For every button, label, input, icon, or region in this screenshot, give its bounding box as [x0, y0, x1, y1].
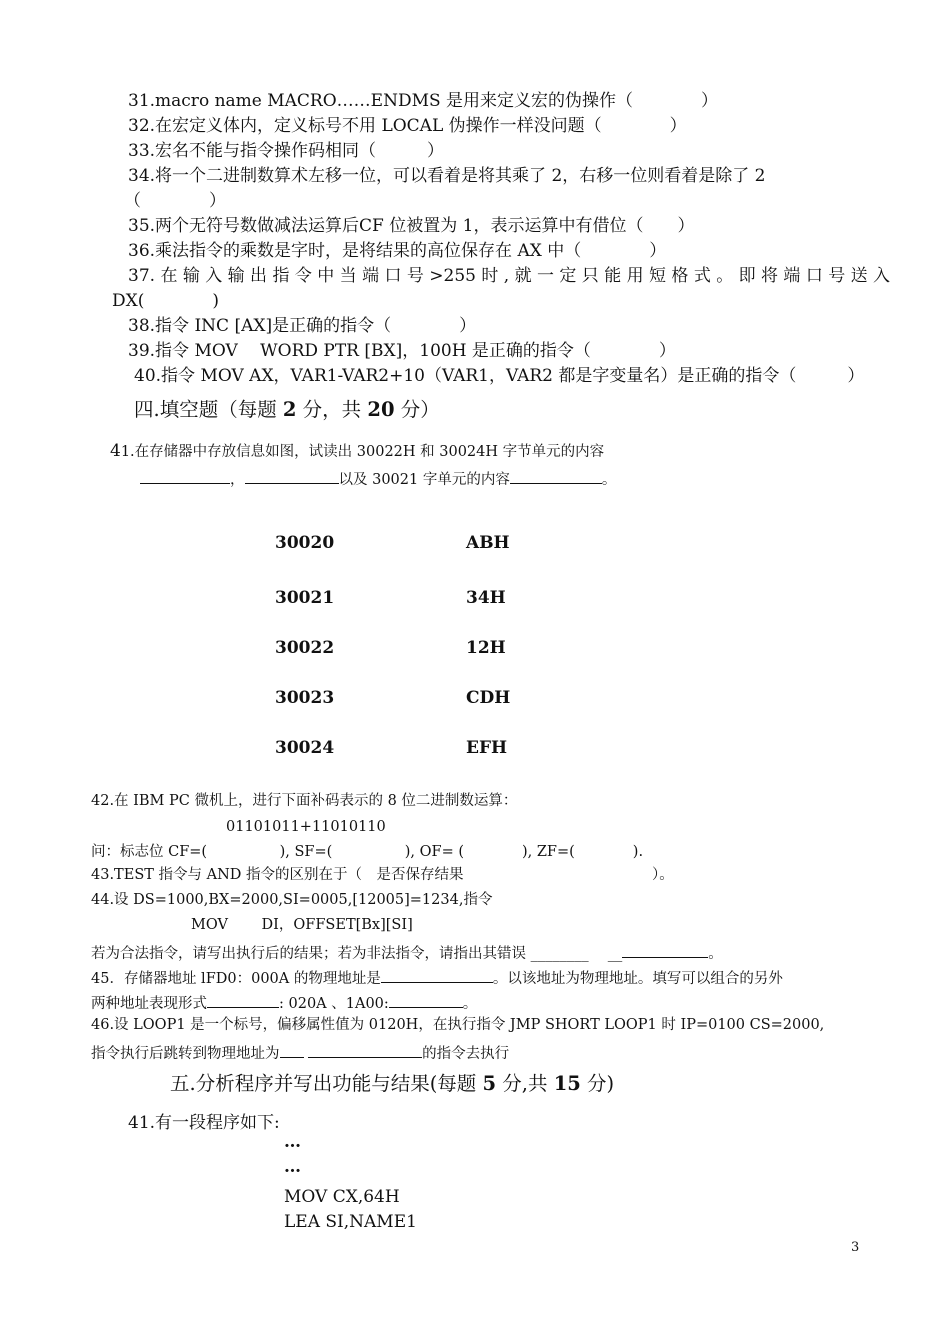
question-44-prompt: 若为合法指令，请写出执行后的结果；若为非法指令，请指出其错误 ________ __ 。 — [91, 943, 723, 962]
question-31: 31.macro name MACRO……ENDMS 是用来定义宏的伪操作（ ） — [128, 91, 719, 111]
question-46: 46.设 LOOP1 是一个标号，偏移属性值为 0120H，在执行指令 JMP SHORT LOOP1 时 IP=0100 CS=2000, — [91, 1017, 825, 1033]
memory-address: 30021 — [275, 588, 335, 608]
blank-segment — [207, 993, 279, 1008]
memory-address: 30022 — [275, 638, 335, 658]
memory-value: 34H — [466, 588, 506, 608]
question-35: 35.两个无符号数做减法运算后CF 位被置为 1，表示运算中有借位（ ） — [128, 216, 695, 236]
question-42: 42.在 IBM PC 微机上，进行下面补码表示的 8 位二进制数运算： — [91, 793, 518, 809]
question-39: 39.指令 MOV WORD PTR [BX]，100H 是正确的指令（ ） — [128, 341, 676, 361]
blank-30024h — [245, 469, 339, 484]
question-45-line2: 两种地址表现形式 : 020A 、1A00: 。 — [91, 993, 477, 1012]
code-line: MOV CX,64H — [284, 1187, 400, 1207]
memory-value: CDH — [466, 688, 511, 708]
question-33: 33.宏名不能与指令操作码相同（ ） — [128, 141, 445, 161]
question-42-expression: 01101011+11010110 — [226, 819, 386, 835]
blank-physical-address — [381, 968, 493, 983]
blank-30021-word — [510, 469, 602, 484]
code-line: … — [284, 1157, 301, 1177]
code-line: LEA SI,NAME1 — [284, 1212, 417, 1232]
memory-address: 30020 — [275, 533, 335, 553]
question-32: 32.在宏定义体内，定义标号不用 LOCAL 伪操作一样没问题（ ） — [128, 116, 687, 136]
question-43: 43.TEST 指令与 AND 指令的区别在于（ 是否保存结果 ）。 — [91, 867, 674, 883]
question-44-instruction: MOV DI，OFFSET[Bx][SI] — [191, 917, 413, 933]
blank-error — [622, 943, 708, 958]
memory-value: ABH — [466, 533, 510, 553]
code-line: … — [284, 1132, 301, 1152]
question-41-blanks: ， 以及 30021 字单元的内容 。 — [140, 469, 616, 488]
page-number: 3 — [851, 1240, 860, 1255]
question-34-answer: （ ） — [124, 191, 226, 211]
memory-address: 30023 — [275, 688, 335, 708]
section-5-heading: 五.分析程序并写出功能与结果(每题 5 分,共 15 分) — [170, 1072, 615, 1095]
question-37: 37. 在 输 入 输 出 指 令 中 当 端 口 号 >255 时 , 就 一 定 只 能 用 短 格 式 。 即 将 端 口 号 送 入 — [128, 266, 891, 286]
question-41: 41.在存储器中存放信息如图，试读出 30022H 和 30024H 字节单元的内容 — [110, 441, 605, 461]
program-title: 41.有一段程序如下: — [128, 1113, 280, 1133]
blank-target-b — [308, 1043, 422, 1058]
question-46-line2: 指令执行后跳转到物理地址为 的指令去执行 — [91, 1043, 509, 1062]
question-36: 36.乘法指令的乘数是字时，是将结果的高位保存在 AX 中（ ） — [128, 241, 667, 261]
memory-value: 12H — [466, 638, 506, 658]
question-44: 44.设 DS=1000,BX=2000,SI=0005,[12005]=1234,指令 — [91, 892, 493, 908]
question-38: 38.指令 INC [AX]是正确的指令（ ） — [128, 316, 477, 336]
blank-30022h — [140, 469, 230, 484]
question-45: 45．存储器地址 lFD0：000A 的物理地址是 。以该地址为物理地址。填写可以组合的另外 — [91, 968, 783, 987]
question-34: 34.将一个二进制数算术左移一位，可以看着是将其乘了 2，右移一位则看着是除了 2 — [128, 166, 766, 186]
memory-address: 30024 — [275, 738, 335, 758]
blank-target-a — [280, 1043, 304, 1058]
question-37-answer: DX( ) — [112, 291, 219, 311]
section-4-heading: 四.填空题（每题 2 分，共 20 分） — [134, 398, 440, 421]
question-40: 40.指令 MOV AX，VAR1-VAR2+10（VAR1，VAR2 都是字变量名）是正确的指令（ ） — [134, 366, 865, 386]
question-42-flags: 问：标志位 CF=( ), SF=( ), OF= ( ), ZF=( ). — [91, 844, 644, 860]
memory-value: EFH — [466, 738, 508, 758]
blank-offset — [389, 993, 463, 1008]
